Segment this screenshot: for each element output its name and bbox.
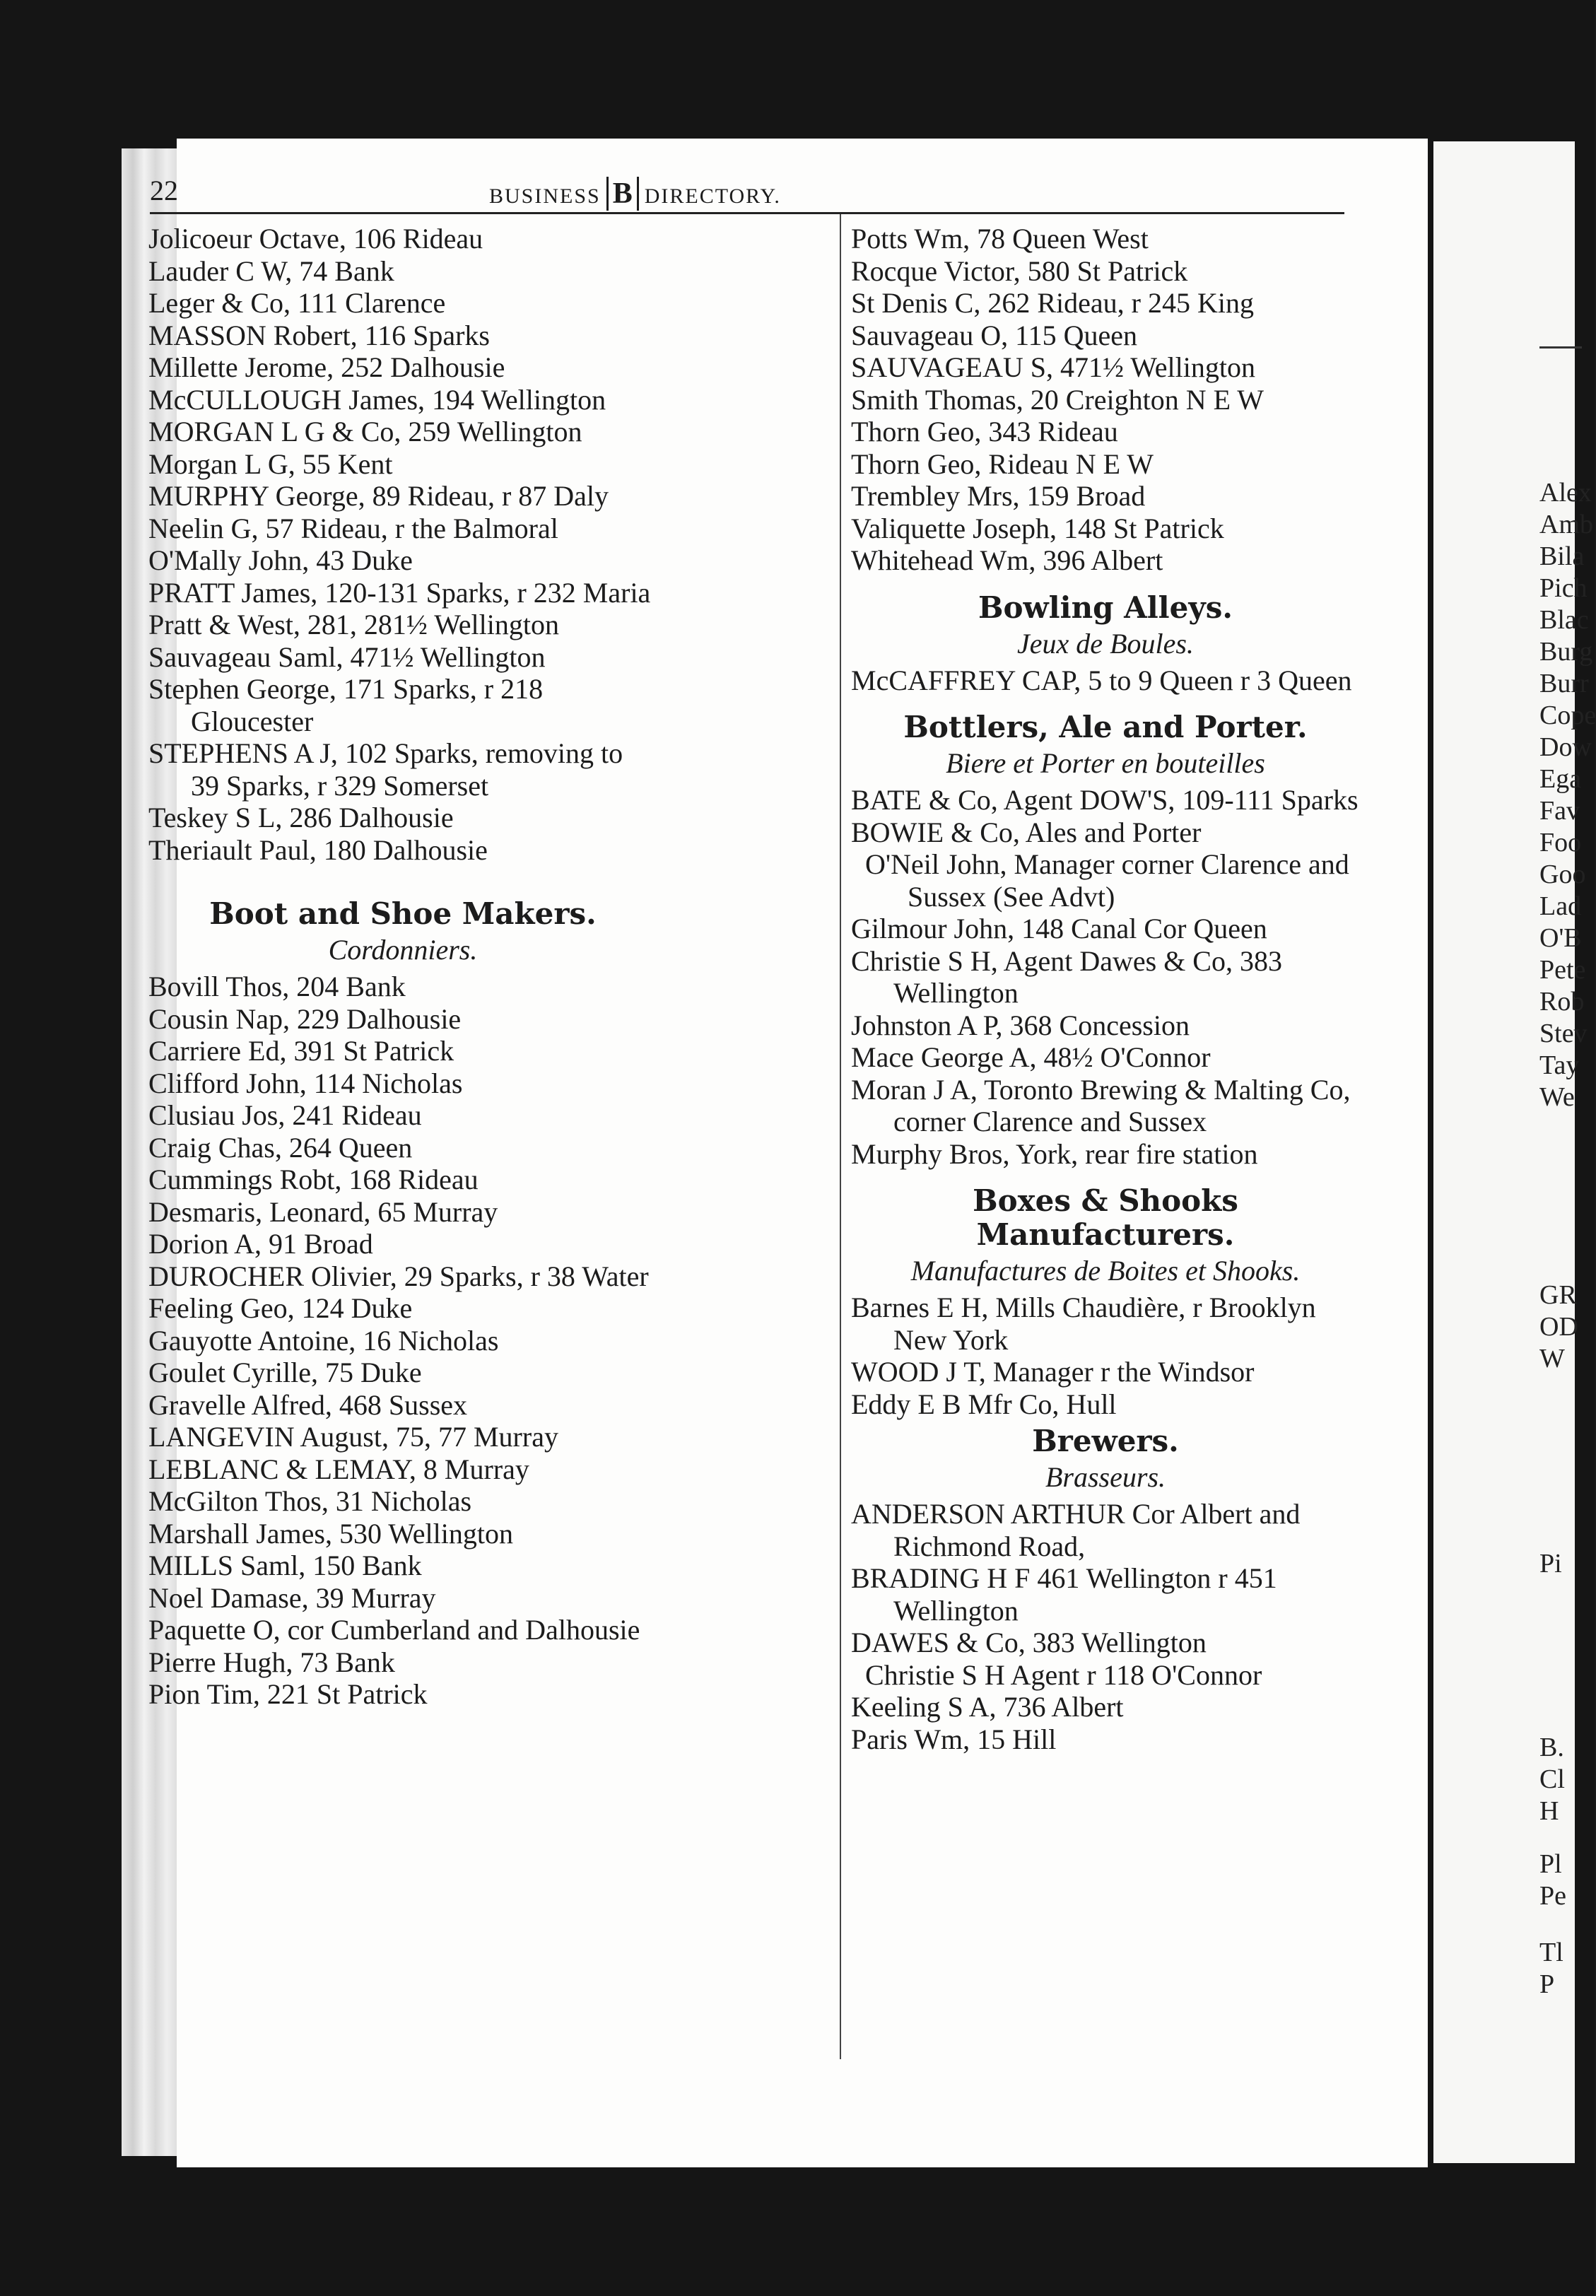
listing-entry: Carriere Ed, 391 St Patrick (148, 1035, 454, 1067)
adjacent-text-fragment: Pete (1539, 955, 1586, 985)
adjacent-text-fragment: Fav (1539, 796, 1580, 826)
section-gap (851, 1170, 1360, 1180)
adjacent-text-fragment: Alex (1539, 478, 1592, 508)
listing-entry: Paquette O, cor Cumberland and Dalhousie (148, 1614, 640, 1646)
listing-entry: Christie S H Agent r 118 O'Connor (865, 1658, 1262, 1691)
adjacent-text-fragment: Burr (1539, 669, 1589, 698)
boot-shoe-entries (148, 971, 657, 1711)
adjacent-page-fragment (1433, 141, 1596, 2163)
listing-entry: Pratt & West, 281, 281½ Wellington (148, 609, 559, 640)
section-subheading-brewers: Brasseurs. (1045, 1461, 1166, 1493)
listing-entry: Trembley Mrs, 159 Broad (851, 480, 1146, 512)
listing-entry: Gauyotte Antoine, 16 Nicholas (148, 1324, 499, 1357)
section-heading-boxes: Boxes & Shooks Manufacturers. (973, 1183, 1238, 1252)
adjacent-text-fragment: Bila (1539, 541, 1585, 571)
listing-entry: Valiquette Joseph, 148 St Patrick (851, 512, 1224, 544)
listing-entry: Mace George A, 48½ O'Connor (851, 1041, 1211, 1073)
listing-entry: Potts Wm, 78 Queen West (851, 223, 1149, 254)
listing-entry: Feeling Geo, 124 Duke (148, 1292, 413, 1324)
listing-entry: Cummings Robt, 168 Rideau (148, 1164, 479, 1195)
adjacent-text-fragment: Goo (1539, 860, 1586, 889)
adjacent-text-fragment: H (1539, 1796, 1559, 1826)
listing-entry: Goulet Cyrille, 75 Duke (148, 1357, 422, 1388)
listing-entry: Lauder C W, 74 Bank (148, 254, 394, 287)
adjacent-text-fragment: We (1539, 1082, 1575, 1112)
left-entries-top (148, 223, 657, 866)
listing-entry: BOWIE & Co, Ales and Porter (851, 816, 1202, 848)
adjacent-text-fragment: Pich (1539, 573, 1588, 603)
section-heading-bowling: Bowling Alleys. (978, 590, 1233, 625)
listing-entry: St Denis C, 262 Rideau, r 245 King (851, 287, 1254, 319)
listing-entry: Jolicoeur Octave, 106 Rideau (148, 223, 483, 254)
listing-entry: McCULLOUGH James, 194 Wellington (148, 383, 606, 416)
listing-entry: Teskey S L, 286 Dalhousie (148, 802, 454, 833)
adjacent-text-fragment: W (1539, 1344, 1565, 1374)
listing-entry: Desmaris, Leonard, 65 Murray (148, 1195, 498, 1228)
page-number: 22 (150, 175, 178, 206)
listing-entry: Dorion A, 91 Broad (148, 1228, 373, 1260)
section-heading-bottlers: Bottlers, Ale and Porter. (903, 710, 1308, 744)
section-heading-boot-shoe: Boot and Shoe Makers. (209, 896, 597, 931)
listing-entry: Paris Wm, 15 Hill (851, 1723, 1057, 1755)
listing-entry: Bovill Thos, 204 Bank (148, 971, 406, 1002)
adjacent-text-fragment: Tl (1539, 1938, 1563, 1967)
listing-entry: Clifford John, 114 Nicholas (148, 1067, 463, 1099)
listing-entry: Eddy E B Mfr Co, Hull (851, 1388, 1117, 1420)
adjacent-text-fragment: OD (1539, 1312, 1578, 1342)
section-gap (851, 577, 1360, 587)
listing-entry: McCAFFREY CAP, 5 to 9 Queen r 3 Queen (851, 664, 1352, 696)
listing-entry: Barnes E H, Mills Chaudière, r Brooklyn New York (851, 1292, 1316, 1356)
section-subheading-boot-shoe: Cordonniers. (328, 934, 478, 966)
adjacent-text-fragment: Tay (1539, 1050, 1580, 1080)
listing-entry: MURPHY George, 89 Rideau, r 87 Daly (148, 480, 609, 512)
adjacent-text-fragment: P (1539, 1969, 1555, 1999)
listing-entry: Christie S H, Agent Dawes & Co, 383 Wellington (851, 944, 1282, 1009)
listing-entry: PRATT James, 120-131 Sparks, r 232 Maria (148, 576, 651, 609)
section-subheading-bowling: Jeux de Boules. (1017, 627, 1194, 660)
listing-entry: Morgan L G, 55 Kent (148, 447, 393, 480)
adjacent-text-fragment: Blac (1539, 605, 1589, 635)
listing-entry: MORGAN L G & Co, 259 Wellington (148, 416, 582, 447)
listing-entry: Gilmour John, 148 Canal Cor Queen (851, 913, 1267, 944)
listing-entry: Cousin Nap, 229 Dalhousie (148, 1002, 462, 1035)
listing-entry: BRADING H F 461 Wellington r 451 Wellington (851, 1562, 1277, 1627)
adjacent-text-fragment: GR (1539, 1280, 1577, 1310)
adjacent-text-fragment: Cope (1539, 701, 1596, 730)
adjacent-text-fragment: O'B (1539, 923, 1582, 953)
right-entries-top (851, 223, 1360, 577)
column-divider (840, 214, 841, 2059)
adjacent-page-rule (1539, 346, 1582, 348)
adjacent-text-fragment: Rob (1539, 987, 1585, 1017)
listing-entry: MASSON Robert, 116 Sparks (148, 319, 490, 351)
listing-entry: LANGEVIN August, 75, 77 Murray (148, 1421, 558, 1453)
listing-entry: Murphy Bros, York, rear fire station (851, 1137, 1258, 1170)
listing-entry: Sauvageau O, 115 Queen (851, 319, 1138, 351)
adjacent-text-fragment: Stev (1539, 1019, 1588, 1048)
section-subheading-boxes: Manufactures de Boites et Shooks. (910, 1255, 1301, 1287)
adjacent-text-fragment: Lad (1539, 891, 1582, 921)
left-column (148, 223, 657, 1711)
adjacent-text-fragment: Dow (1539, 732, 1592, 762)
running-head-title (489, 177, 781, 211)
running-head-right: DIRECTORY. (644, 184, 781, 208)
bottlers-entries (851, 784, 1360, 1170)
listing-entry: Rocque Victor, 580 St Patrick (851, 254, 1188, 287)
header-rule (150, 212, 1344, 214)
listing-entry: Craig Chas, 264 Queen (148, 1131, 413, 1164)
listing-entry: O'Mally John, 43 Duke (148, 544, 413, 576)
listing-entry: BATE & Co, Agent DOW'S, 109-111 Sparks (851, 784, 1359, 816)
listing-entry: Noel Damase, 39 Murray (148, 1581, 436, 1614)
listing-entry: Pion Tim, 221 St Patrick (148, 1678, 428, 1710)
listing-entry: Sauvageau Saml, 471½ Wellington (148, 640, 546, 673)
adjacent-text-fragment: Pi (1539, 1549, 1562, 1578)
listing-entry: Stephen George, 171 Sparks, r 218 Gloucester (148, 673, 544, 737)
adjacent-text-fragment: Burg (1539, 637, 1593, 667)
section-gap (851, 696, 1360, 706)
listing-entry: Millette Jerome, 252 Dalhousie (148, 351, 505, 383)
section-gap (148, 866, 657, 893)
listing-entry: Thorn Geo, Rideau N E W (851, 447, 1154, 480)
listing-entry: DUROCHER Olivier, 29 Sparks, r 38 Water (148, 1260, 649, 1292)
listing-entry: Whitehead Wm, 396 Albert (851, 544, 1163, 576)
listing-entry: SAUVAGEAU S, 471½ Wellington (851, 351, 1256, 383)
listing-entry: Keeling S A, 736 Albert (851, 1691, 1124, 1723)
listing-entry: McGilton Thos, 31 Nicholas (148, 1485, 472, 1517)
running-head-left: BUSINESS (489, 184, 601, 208)
listing-entry: Neelin G, 57 Rideau, r the Balmoral (148, 512, 558, 544)
adjacent-text-fragment: Pl (1539, 1849, 1562, 1879)
running-head-letter: B (606, 177, 639, 211)
listing-entry: Leger & Co, 111 Clarence (148, 287, 446, 319)
listing-entry: WOOD J T, Manager r the Windsor (851, 1356, 1255, 1388)
listing-entry: LEBLANC & LEMAY, 8 Murray (148, 1453, 529, 1485)
listing-entry: Marshall James, 530 Wellington (148, 1517, 513, 1550)
listing-entry: Thorn Geo, 343 Rideau (851, 416, 1118, 447)
section-subheading-bottlers: Biere et Porter en bouteilles (946, 747, 1265, 779)
listing-entry: Smith Thomas, 20 Creighton N E W (851, 383, 1265, 416)
listing-entry: Theriault Paul, 180 Dalhousie (148, 833, 488, 866)
listing-entry: MILLS Saml, 150 Bank (148, 1550, 422, 1581)
listing-entry: O'Neil John, Manager corner Clarence and Sussex (See Advt) (865, 848, 1349, 913)
boxes-entries (851, 1292, 1360, 1420)
listing-entry: Gravelle Alfred, 468 Sussex (148, 1388, 468, 1421)
listing-entry: Clusiau Jos, 241 Rideau (148, 1099, 422, 1131)
running-head (150, 170, 1344, 212)
adjacent-text-fragment: B. (1539, 1733, 1564, 1762)
section-heading-brewers: Brewers. (1032, 1424, 1179, 1458)
listing-entry: Pierre Hugh, 73 Bank (148, 1646, 395, 1678)
listing-entry: STEPHENS A J, 102 Sparks, removing to 39 Sparks, r 329 Somerset (148, 737, 623, 802)
listing-entry: Moran J A, Toronto Brewing & Malting Co, corner Clarence and Sussex (851, 1073, 1351, 1137)
listing-entry: DAWES & Co, 383 Wellington (851, 1627, 1207, 1658)
listing-entry: Johnston A P, 368 Concession (851, 1009, 1190, 1041)
adjacent-text-fragment: Ega (1539, 764, 1582, 794)
adjacent-text-fragment: Amb (1539, 510, 1593, 539)
listing-entry: ANDERSON ARTHUR Cor Albert and Richmond Road, (851, 1498, 1301, 1562)
adjacent-text-fragment: Foo (1539, 828, 1582, 857)
right-column (851, 223, 1360, 1755)
brewers-entries (851, 1498, 1360, 1755)
adjacent-text-fragment: Pe (1539, 1881, 1566, 1911)
adjacent-text-fragment: Cl (1539, 1764, 1565, 1794)
